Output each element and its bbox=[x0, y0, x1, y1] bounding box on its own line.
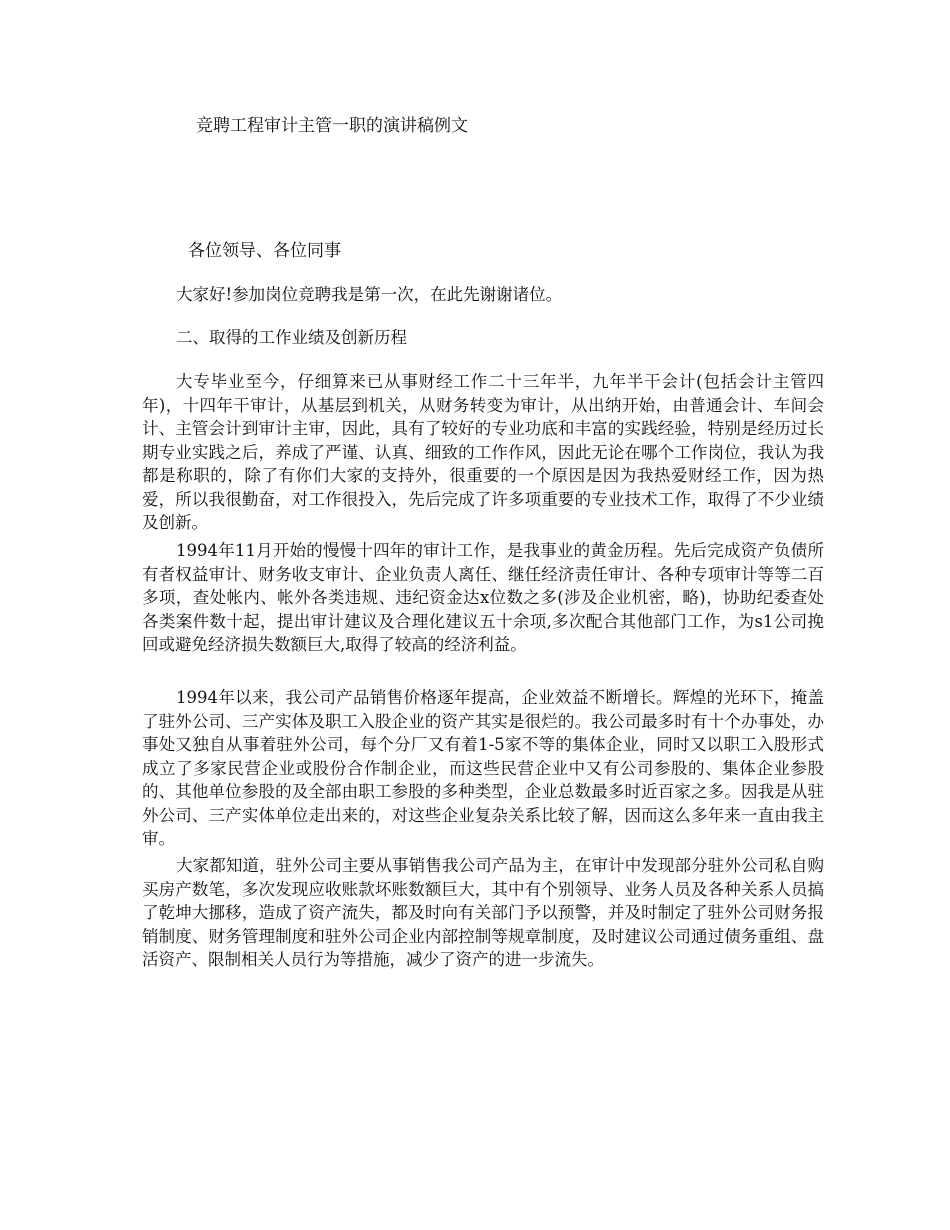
paragraph-2: 1994年11月开始的慢慢十四年的审计工作，是我事业的黄金历程。先后完成资产负债所有者权益审计、财务收支审计、企业负责人离任、继任经济责任审计、各种专项审计等等二百多项，查处帐内、帐外各类违规、违纪资金达x位数之多(涉及企业机密，略)，协助纪委查处各类案件数十起，提出审计建议及合理化建议五十余项,多次配合其他部门工作，为s1公司挽回或避免经济损失数额巨大,取得了较高的经济利益。 bbox=[142, 541, 824, 654]
document-title: 竞聘工程审计主管一职的演讲稿例文 bbox=[196, 116, 468, 136]
salutation: 各位领导、各位同事 bbox=[188, 241, 341, 261]
greeting-paragraph: 大家好!参加岗位竞聘我是第一次，在此先谢谢诸位。 bbox=[176, 285, 563, 304]
paragraph-3: 1994年以来，我公司产品销售价格逐年提高，企业效益不断增长。辉煌的光环下，掩盖了驻外公司、三产实体及职工入股企业的资产其实是很烂的。我公司最多时有十个办事处，办事处又独自从事着驻外公司，每个分厂又有着1-5家不等的集体企业，同时又以职工入股形式成立了多家民营企业或股份合作制企业，而这些民营企业中又有公司参股的、集体企业参股的、其他单位参股的及全部由职工参股的多种类型，企业总数最多时近百家之多。因我是从驻外公司、三产实体单位走出来的，对这些企业复杂关系比较了解，因而这么多年来一直由我主审。 bbox=[142, 688, 824, 848]
section-heading: 二、取得的工作业绩及创新历程 bbox=[176, 328, 407, 347]
paragraph-4: 大家都知道，驻外公司主要从事销售我公司产品为主，在审计中发现部分驻外公司私自购买房产数笔，多次发现应收账款坏账数额巨大，其中有个别领导、业务人员及各种关系人员搞了乾坤大挪移，造成了资产流失，都及时向有关部门予以预警，并及时制定了驻外公司财务报销制度、财务管理制度和驻外公司企业内部控制等规章制度，及时建议公司通过债务重组、盘活资产、限制相关人员行为等措施，减少了资产的进一步流失。 bbox=[142, 856, 824, 969]
paragraph-1: 大专毕业至今，仔细算来已从事财经工作二十三年半，九年半干会计(包括会计主管四年)，十四年干审计，从基层到机关，从财务转变为审计，从出纳开始，由普通会计、车间会计、主管会计到审计主审，因此，具有了较好的专业功底和丰富的实践经验，特别是经历过长期专业实践之后，养成了严谨、认真、细致的工作作风，因此无论在哪个工作岗位，我认为我都是称职的，除了有你们大家的支持外，很重要的一个原因是因为我热爱财经工作，因为热爱，所以我很勤奋，对工作很投入，先后完成了许多项重要的专业技术工作，取得了不少业绩及创新。 bbox=[142, 372, 824, 532]
